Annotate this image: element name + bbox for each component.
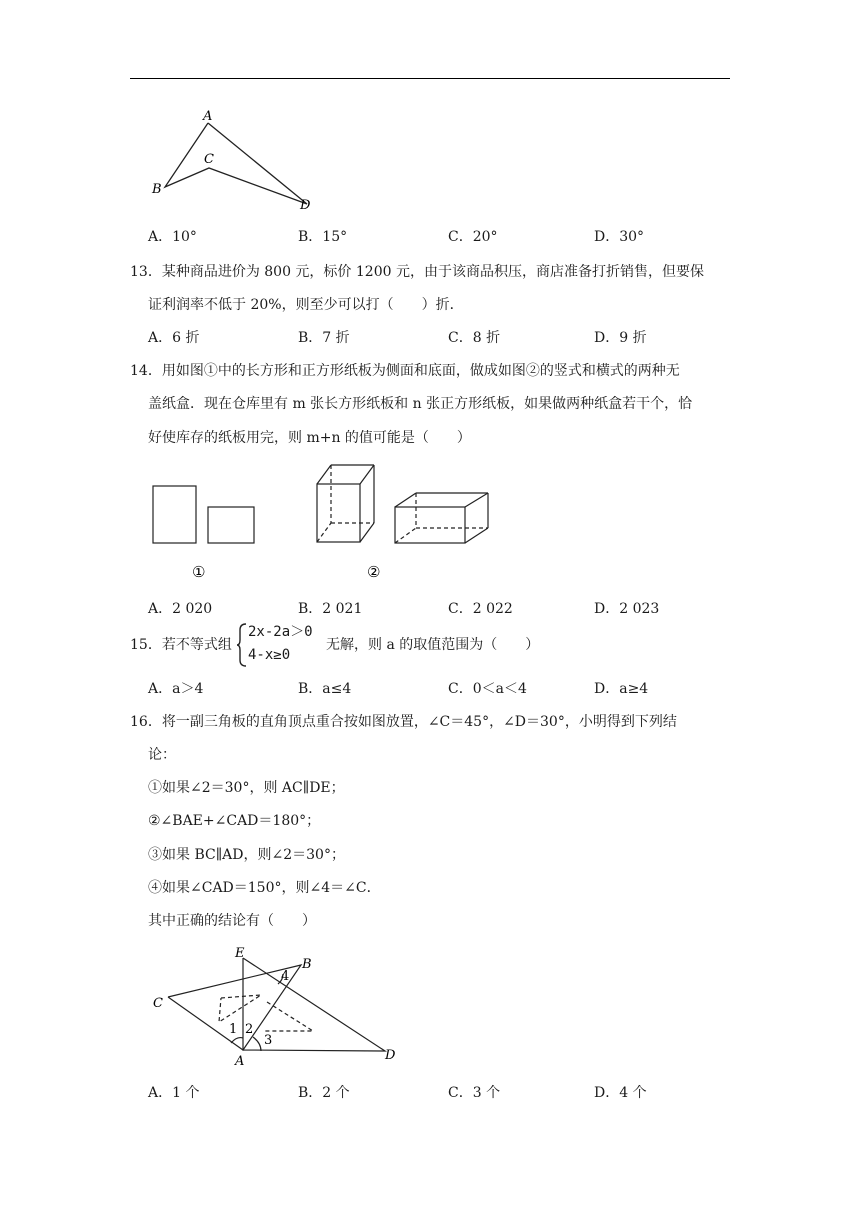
q16-option-c[interactable]: C．3 个: [448, 1085, 501, 1101]
q16-label-e: E: [235, 946, 245, 961]
q16-option-d[interactable]: D．4 个: [594, 1085, 647, 1101]
q12-label-c: C: [204, 152, 214, 167]
q16-label-a: A: [235, 1054, 245, 1069]
q12-option-d[interactable]: D．30°: [594, 229, 645, 245]
q13-stem-line1: 13．某种商品进价为 800 元，标价 1200 元，由于该商品积压，商店准备打折销售，但要保: [130, 264, 704, 280]
q16-angle-3: 3: [264, 1033, 273, 1048]
q13-option-c[interactable]: C．8 折: [448, 330, 501, 346]
q14-stem-line2: 盖纸盒．现在仓库里有 m 张长方形纸板和 n 张正方形纸板，如果做两种纸盒若干个，恰: [148, 396, 693, 412]
q14-stem-line1: 14．用如图①中的长方形和正方形纸板为侧面和底面，做成如图②的竖式和横式的两种无: [130, 363, 680, 379]
q16-dashed-triangle-right: [263, 1002, 313, 1031]
q14-rectangle-board: [153, 486, 196, 543]
q13-option-a[interactable]: A．6 折: [148, 330, 200, 346]
q12-label-b: B: [152, 182, 162, 197]
q13-option-b[interactable]: B．7 折: [298, 330, 350, 346]
q16-angle-arc-3: [253, 1037, 261, 1051]
q15-stem-prefix: 15．若不等式组: [130, 637, 232, 653]
q15-option-c[interactable]: C．0＜a＜4: [448, 681, 527, 697]
q16-label-d: D: [385, 1048, 396, 1063]
q15-option-a[interactable]: A．a＞4: [148, 681, 204, 697]
q16-option-b[interactable]: B．2 个: [298, 1085, 350, 1101]
q12-label-d: D: [300, 198, 311, 213]
q14-square-board: [208, 507, 254, 543]
q15-stem-suffix: 无解，则 a 的取值范围为（ ）: [326, 637, 540, 653]
q13-option-d[interactable]: D．9 折: [594, 330, 647, 346]
q14-option-a[interactable]: A．2 020: [148, 601, 213, 617]
q14-option-c[interactable]: C．2 022: [448, 601, 513, 617]
q14-figure1-label: ①: [192, 563, 206, 581]
q16-conclusion-2: ②∠BAE+∠CAD＝180°；: [148, 813, 321, 829]
q12-option-b[interactable]: B．15°: [298, 229, 348, 245]
q16-stem-line1: 16．将一副三角板的直角顶点重合按如图放置，∠C＝45°，∠D＝30°，小明得到下列结: [130, 714, 677, 730]
q12-figure: [140, 105, 330, 215]
q16-figure: [145, 940, 415, 1075]
q15-brace: [236, 622, 248, 668]
q15-option-b[interactable]: B．a≤4: [298, 681, 352, 697]
q15-system-line1: 2x-2a＞0: [248, 624, 313, 640]
q16-label-c: C: [153, 996, 163, 1011]
q15-system-line2: 4-x≥0: [248, 647, 291, 663]
q16-conclusion-4: ④如果∠CAD＝150°，则∠4＝∠C．: [148, 880, 381, 896]
q16-conclusion-3: ③如果 BC∥AD，则∠2＝30°；: [148, 847, 345, 863]
q12-quadrilateral: [165, 123, 307, 204]
header-rule: [130, 78, 730, 79]
q14-figure: [140, 455, 510, 585]
q16-dashed-triangle-left: [219, 995, 261, 1022]
q14-horizontal-box: [395, 493, 488, 543]
q16-label-b: B: [302, 957, 312, 972]
q16-stem-line2: 论：: [148, 747, 176, 763]
q12-label-a: A: [203, 109, 213, 124]
q13-stem-line2: 证利润率不低于 20%，则至少可以打（ ）折．: [148, 297, 464, 313]
q14-vertical-box: [317, 465, 374, 542]
q16-prompt: 其中正确的结论有（ ）: [148, 913, 316, 929]
q15-option-d[interactable]: D．a≥4: [594, 681, 649, 697]
q14-figure2-label: ②: [367, 563, 381, 581]
q14-option-b[interactable]: B．2 021: [298, 601, 363, 617]
q16-angle-4: 4: [281, 969, 290, 984]
q14-stem-line3: 好使库存的纸板用完，则 m+n 的值可能是（ ）: [148, 430, 471, 446]
q16-angle-2: 2: [245, 1022, 254, 1037]
q14-option-d[interactable]: D．2 023: [594, 601, 660, 617]
q12-option-c[interactable]: C．20°: [448, 229, 498, 245]
q16-angle-1: 1: [229, 1022, 238, 1037]
q16-option-a[interactable]: A．1 个: [148, 1085, 200, 1101]
q16-conclusion-1: ①如果∠2＝30°，则 AC∥DE；: [148, 780, 345, 796]
q12-option-a[interactable]: A．10°: [148, 229, 197, 245]
